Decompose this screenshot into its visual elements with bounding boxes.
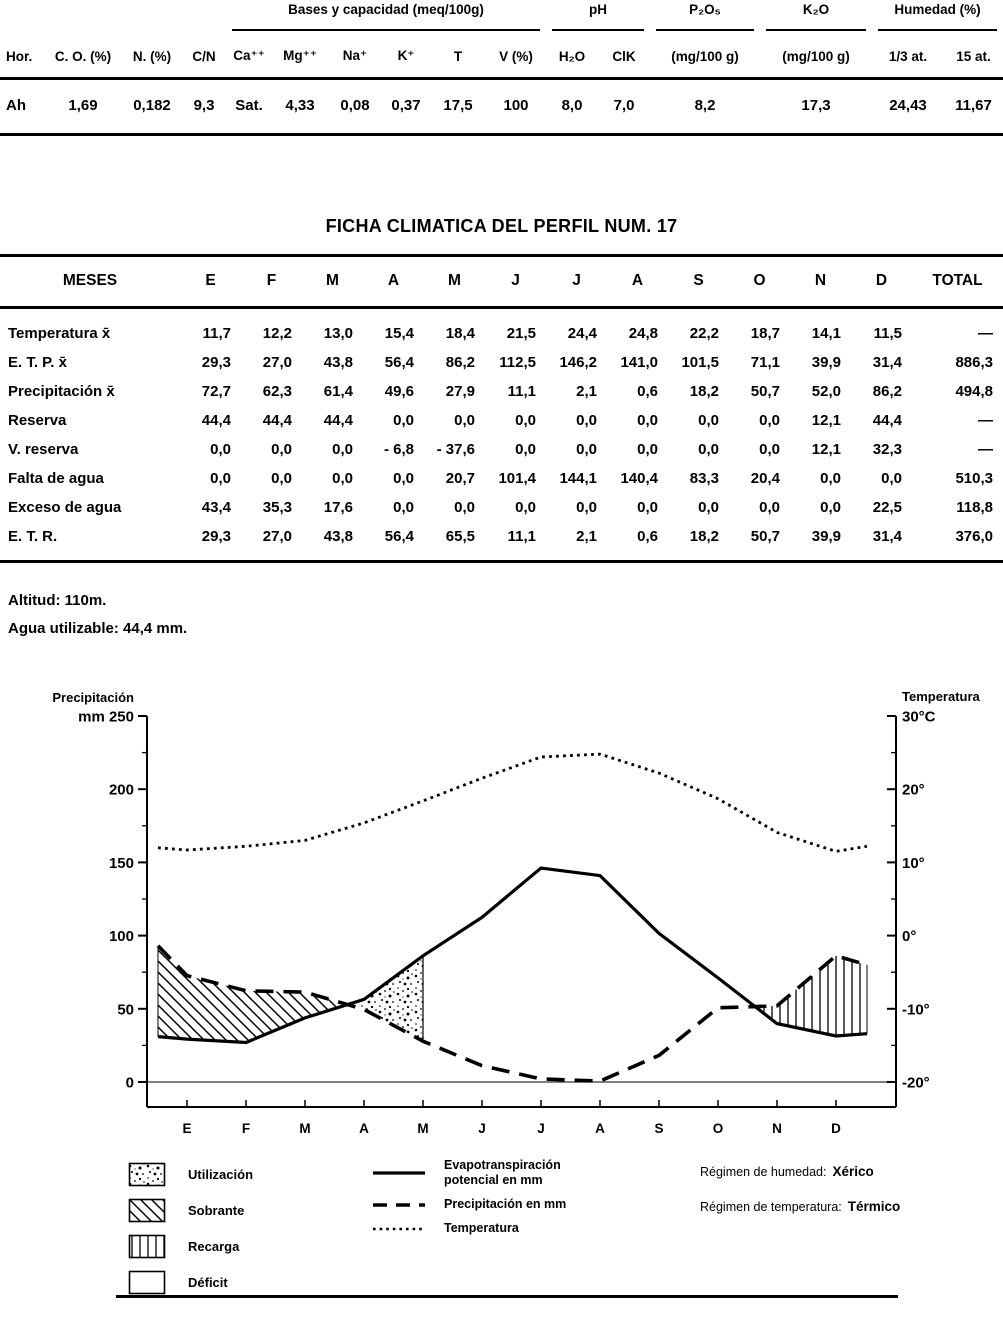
climate-cell: 13,0	[323, 325, 353, 342]
climate-cell: 35,3	[262, 499, 292, 516]
climate-cell: 0,0	[271, 470, 292, 487]
climate-cell: 0,0	[759, 441, 780, 458]
month-label: A	[595, 1121, 605, 1136]
climate-column-header: O	[729, 256, 790, 308]
area-sobrante	[158, 946, 348, 1043]
humidity-regime-label: Régimen de humedad:	[700, 1165, 827, 1179]
legend-line-item	[372, 1197, 702, 1212]
left-tick-label: 0	[125, 1074, 134, 1092]
climate-cell: 11,1	[507, 528, 536, 545]
legend-line-label: Precipitación en mm	[444, 1197, 567, 1211]
soil-column-header: Hor.	[0, 40, 44, 79]
month-label: E	[182, 1121, 192, 1136]
soil-column-header: C. O. (%)	[44, 40, 122, 79]
climate-cell: 0,0	[393, 499, 414, 516]
climate-cell: 62,3	[262, 383, 292, 400]
month-label: M	[299, 1121, 311, 1136]
climate-cell: 86,2	[872, 383, 902, 400]
month-label: N	[772, 1121, 782, 1136]
climate-cell: 56,4	[384, 528, 414, 545]
soil-column-header: 1/3 at.	[872, 40, 944, 79]
climate-row-label: Temperatura x̄	[8, 325, 111, 342]
climate-cell: 44,4	[201, 412, 231, 429]
climate-cell: 71,1	[750, 354, 780, 371]
climate-cell: 0,0	[759, 499, 780, 516]
climate-cell: 2,1	[576, 383, 597, 400]
climate-cell: 0,0	[210, 441, 231, 458]
climate-cell: 11,7	[202, 325, 231, 342]
climate-row-label: Precipitación x̄	[8, 383, 115, 400]
climate-cell: 0,0	[698, 499, 719, 516]
climate-cell: 50,7	[750, 383, 780, 400]
temperature-regime-label: Régimen de temperatura:	[700, 1200, 842, 1214]
climate-cell: 39,9	[811, 528, 841, 545]
climate-cell: 17,6	[323, 499, 353, 516]
right-tick-label: 0°	[902, 928, 917, 946]
soil-column-header: Na⁺	[328, 40, 382, 79]
climate-cell: 0,0	[698, 441, 719, 458]
climate-cell: 2,1	[576, 528, 597, 545]
climate-cell: 0,0	[515, 499, 536, 516]
soil-cell: 8,0	[546, 79, 598, 135]
soil-column-header: V (%)	[486, 40, 546, 79]
legend-item	[128, 1228, 253, 1264]
soil-column-header: Ca⁺⁺	[226, 40, 272, 79]
climate-cell: 0,0	[393, 412, 414, 429]
climate-row-label: Falta de agua	[8, 470, 104, 487]
month-label: F	[241, 1121, 251, 1136]
climate-cell: 886,3	[955, 354, 993, 371]
legend-swatch-label: Déficit	[188, 1274, 228, 1290]
soil-cell: 0,37	[382, 79, 430, 135]
climate-cell: 12,1	[811, 412, 841, 429]
climate-cell: 0,0	[515, 441, 536, 458]
climate-cell: 52,0	[811, 383, 841, 400]
climate-cell: 0,0	[637, 499, 658, 516]
soil-column-header: H₂O	[546, 40, 598, 79]
climate-cell: 20,7	[445, 470, 475, 487]
climate-cell: 140,4	[620, 470, 658, 487]
temperature-line	[158, 754, 867, 851]
right-tick-label: -10°	[902, 1001, 930, 1019]
climate-cell: 22,2	[689, 325, 719, 342]
climate-cell: —	[978, 325, 993, 342]
legend-item	[128, 1192, 253, 1228]
climate-cell: 12,1	[811, 441, 841, 458]
climate-cell: 0,0	[637, 441, 658, 458]
climate-cell: 146,2	[559, 354, 597, 371]
climate-cell: 510,3	[955, 470, 993, 487]
climate-cell: 0,0	[881, 470, 902, 487]
climate-cell: 43,8	[323, 528, 353, 545]
climate-cell: 22,5	[872, 499, 902, 516]
climate-cell: 0,0	[576, 499, 597, 516]
climate-cell: 0,0	[820, 499, 841, 516]
month-label: J	[478, 1121, 486, 1136]
soil-column-header: (mg/100 g)	[650, 40, 760, 79]
left-tick-label: 200	[108, 781, 134, 799]
area-utilizacion	[348, 956, 423, 1041]
climate-column-header: J	[485, 256, 546, 308]
altitude-note: Altitud: 110m.	[8, 592, 107, 609]
climate-cell: 15,4	[384, 325, 414, 342]
climate-cell: 0,0	[698, 412, 719, 429]
soil-cell: Sat.	[226, 79, 272, 135]
climate-cell: 44,4	[262, 412, 292, 429]
dashed-line-sample-icon	[372, 1200, 428, 1210]
climate-cell: 0,0	[576, 412, 597, 429]
climate-cell: 0,6	[637, 528, 658, 545]
climate-cell: 101,4	[498, 470, 536, 487]
climate-cell: 27,0	[262, 354, 292, 371]
climate-column-header: M	[302, 256, 363, 308]
climate-cell: 0,0	[637, 412, 658, 429]
climate-column-header: F	[241, 256, 302, 308]
climate-table-title: FICHA CLIMATICA DEL PERFIL NUM. 17	[325, 216, 678, 236]
soil-cell: 11,67	[944, 79, 1003, 135]
soil-cell: 100	[486, 79, 546, 135]
climate-regimes	[700, 1164, 1000, 1234]
climate-column-header: TOTAL	[912, 256, 1003, 308]
climate-cell: 44,4	[872, 412, 902, 429]
legend-item	[128, 1156, 253, 1192]
area-recarga	[755, 956, 867, 1036]
month-label: A	[359, 1121, 369, 1136]
climate-cell: 144,1	[559, 470, 597, 487]
line-legend	[372, 1158, 702, 1245]
climate-cell: 29,3	[201, 354, 231, 371]
usable-water-note: Agua utilizable: 44,4 mm.	[8, 620, 188, 637]
climate-row-label: V. reserva	[8, 441, 79, 458]
climate-column-header: N	[790, 256, 851, 308]
soil-group-label: Humedad (%)	[878, 0, 997, 31]
soil-group-label: pH	[552, 0, 644, 31]
climate-cell: 101,5	[681, 354, 719, 371]
climate-cell: 12,2	[262, 325, 292, 342]
climate-column-header: S	[668, 256, 729, 308]
climate-cell: 39,9	[811, 354, 841, 371]
temperature-regime	[700, 1199, 1000, 1214]
climate-column-header: MESES	[0, 256, 180, 308]
right-tick-label: -20°	[902, 1074, 930, 1092]
climate-cell: 29,3	[201, 528, 231, 545]
soil-cell: 0,08	[328, 79, 382, 135]
climate-cell: 65,5	[445, 528, 475, 545]
climate-cell: 32,3	[872, 441, 902, 458]
climate-cell: 0,0	[332, 470, 353, 487]
month-label: D	[831, 1121, 841, 1136]
legend-swatch-vertical-icon	[128, 1234, 166, 1259]
climate-cell: 31,4	[872, 354, 902, 371]
climate-cell: 0,0	[454, 499, 475, 516]
climate-cell: 0,0	[210, 470, 231, 487]
legend-line-label: Evapotranspiración potencial en mm	[444, 1158, 561, 1187]
soil-column-header: Mg⁺⁺	[272, 40, 328, 79]
climate-cell: 27,0	[262, 528, 292, 545]
climate-cell: 20,4	[750, 470, 780, 487]
soil-column-header: K⁺	[382, 40, 430, 79]
soil-cell: 0,182	[122, 79, 182, 135]
legend-line-item	[372, 1221, 702, 1236]
month-label: O	[712, 1121, 724, 1136]
climate-cell: 0,0	[515, 412, 536, 429]
humidity-regime	[700, 1164, 1000, 1179]
climate-cell: 18,7	[750, 325, 780, 342]
legend-swatch-none-icon	[128, 1270, 166, 1295]
climate-column-header: M	[424, 256, 485, 308]
climate-cell: 11,5	[873, 325, 902, 342]
climate-cell: 0,0	[271, 441, 292, 458]
climate-cell: 18,2	[689, 528, 719, 545]
climate-cell: 50,7	[750, 528, 780, 545]
soil-column-header: N. (%)	[122, 40, 182, 79]
climate-cell: 43,4	[201, 499, 231, 516]
soil-column-header: T	[430, 40, 486, 79]
legend-swatch-dots-icon	[128, 1162, 166, 1187]
climate-cell: 24,4	[567, 325, 597, 342]
humidity-regime-value: Xérico	[832, 1164, 874, 1179]
climate-column-header: E	[180, 256, 241, 308]
soil-cell: 17,5	[430, 79, 486, 135]
dotted-line-sample-icon	[372, 1224, 428, 1234]
climate-cell: 141,0	[620, 354, 658, 371]
left-tick-label: 150	[108, 854, 134, 872]
soil-cell: 9,3	[182, 79, 226, 135]
solid-line-sample-icon	[372, 1168, 428, 1178]
climate-row-label: Reserva	[8, 412, 67, 429]
climate-cell: 61,4	[323, 383, 353, 400]
month-label: J	[537, 1121, 545, 1136]
climate-cell: 27,9	[445, 383, 475, 400]
soil-cell: 4,33	[272, 79, 328, 135]
climate-cell: 112,5	[499, 354, 536, 371]
climate-cell: 0,0	[576, 441, 597, 458]
climate-cell: 49,6	[384, 383, 414, 400]
left-tick-label: mm 250	[78, 708, 134, 726]
climate-cell: 43,8	[323, 354, 353, 371]
legend-swatch-diagonal-icon	[128, 1198, 166, 1223]
soil-column-header: C/N	[182, 40, 226, 79]
soil-cell: 7,0	[598, 79, 650, 135]
climate-cell: - 37,6	[436, 441, 475, 458]
climate-cell: 44,4	[323, 412, 353, 429]
page-rule	[116, 1295, 898, 1298]
soil-column-header: ClK	[598, 40, 650, 79]
soil-column-header: 15 at.	[944, 40, 1003, 79]
climate-cell: 56,4	[384, 354, 414, 371]
climate-cell: - 6,8	[383, 441, 414, 458]
climate-cell: 86,2	[445, 354, 475, 371]
left-axis-title: Precipitación	[52, 690, 134, 705]
soil-cell: 1,69	[44, 79, 122, 135]
climate-cell: 0,6	[637, 383, 658, 400]
climate-cell: 376,0	[955, 528, 993, 545]
climate-cell: 0,0	[393, 470, 414, 487]
climate-column-header: D	[851, 256, 912, 308]
climate-cell: 24,8	[628, 325, 658, 342]
climate-row-label: Exceso de agua	[8, 499, 122, 516]
climate-row-label: E. T. R.	[8, 528, 58, 545]
climate-cell: 11,1	[507, 383, 536, 400]
right-tick-label: 30°C	[902, 708, 936, 726]
climate-cell: —	[978, 441, 993, 458]
climate-column-header: A	[607, 256, 668, 308]
right-tick-label: 20°	[902, 781, 925, 799]
legend-swatch-label: Recarga	[188, 1238, 240, 1254]
area-legend	[128, 1156, 253, 1300]
climate-cell: 18,2	[689, 383, 719, 400]
right-axis-title: Temperatura	[902, 689, 980, 704]
climate-row-label: E. T. P. x̄	[8, 354, 67, 371]
climate-cell: —	[978, 412, 993, 429]
climate-cell: 0,0	[820, 470, 841, 487]
climate-cell: 494,8	[955, 383, 993, 400]
climate-cell: 83,3	[689, 470, 719, 487]
climate-cell: 31,4	[872, 528, 902, 545]
soil-group-label: K₂O	[766, 0, 866, 31]
month-label: S	[654, 1121, 664, 1136]
climate-cell: 18,4	[445, 325, 475, 342]
left-tick-label: 50	[117, 1001, 134, 1019]
legend-swatch-label: Utilización	[188, 1166, 254, 1182]
soil-group-label: Bases y capacidad (meq/100g)	[232, 0, 540, 31]
soil-cell: 17,3	[760, 79, 872, 135]
climate-column-header: J	[546, 256, 607, 308]
climate-column-header: A	[363, 256, 424, 308]
soil-column-header: (mg/100 g)	[760, 40, 872, 79]
climate-cell: 0,0	[332, 441, 353, 458]
legend-line-item	[372, 1158, 702, 1188]
climate-cell: 14,1	[811, 325, 841, 342]
temperature-regime-value: Térmico	[847, 1199, 901, 1214]
climate-cell: 0,0	[759, 412, 780, 429]
left-tick-label: 100	[108, 928, 134, 946]
climate-cell: 72,7	[201, 383, 231, 400]
right-tick-label: 10°	[902, 854, 925, 872]
climate-cell: 21,5	[506, 325, 536, 342]
climate-cell: 118,8	[956, 499, 993, 516]
soil-cell: 8,2	[650, 79, 760, 135]
month-label: M	[417, 1121, 429, 1136]
soil-group-label: P₂O₅	[656, 0, 754, 31]
legend-swatch-label: Sobrante	[188, 1202, 245, 1218]
climate-cell: 0,0	[454, 412, 475, 429]
soil-cell: Ah	[0, 79, 44, 135]
soil-cell: 24,43	[872, 79, 944, 135]
legend-line-label: Temperatura	[444, 1221, 519, 1235]
